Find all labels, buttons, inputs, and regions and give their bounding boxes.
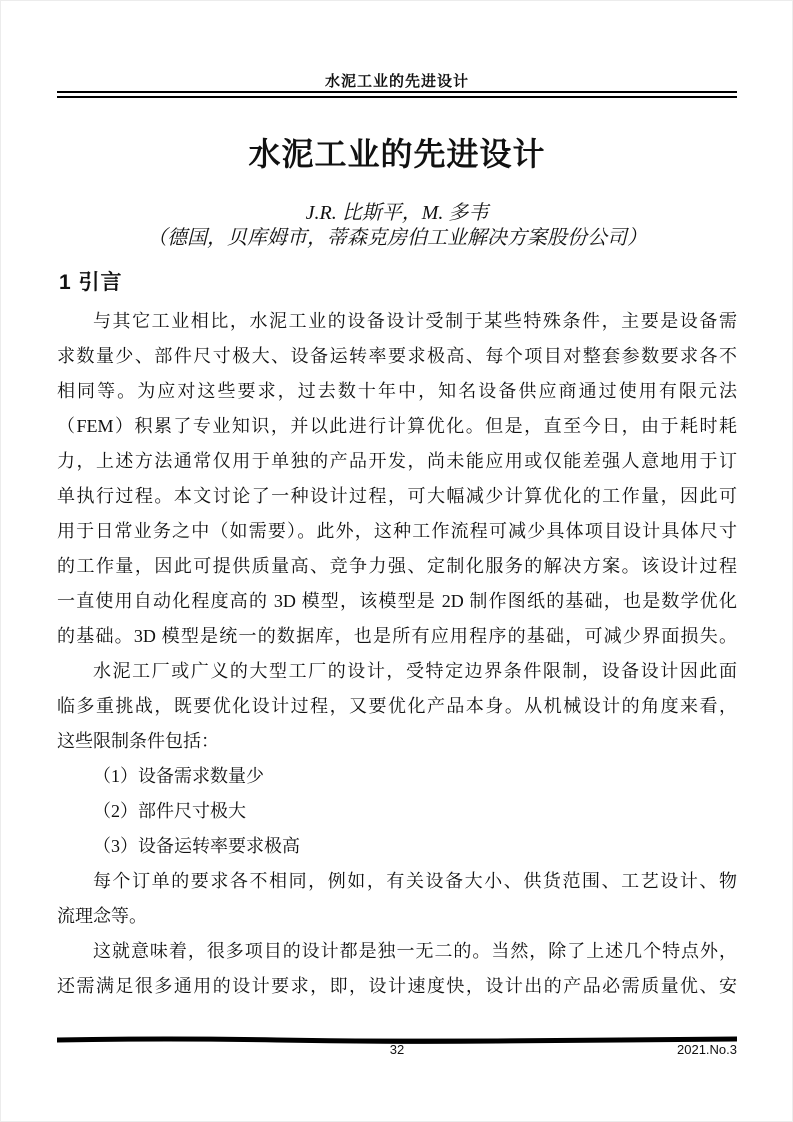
body-text-line: 相同等。为应对这些要求，过去数十年中，知名设备供应商通过使用有限元法 <box>57 381 737 401</box>
body-text-line: 的工作量，因此可提供质量高、竞争力强、定制化服务的解决方案。该设计过程 <box>57 556 737 576</box>
issue-number: 2021.No.3 <box>677 1042 737 1057</box>
header-double-rule <box>57 91 737 98</box>
body-text-line: 与其它工业相比，水泥工业的设备设计受制于某些特殊条件，主要是设备需 <box>93 311 737 331</box>
list-item-line: （2）部件尺寸极大 <box>93 801 246 821</box>
list-item-line: （1）设备需求数量少 <box>93 766 264 786</box>
section-heading: 1 引言 <box>59 271 123 294</box>
body-text-line: 力，上述方法通常仅用于单独的产品开发，尚未能应用或仅能差强人意地用于订 <box>57 451 737 471</box>
page-footer <box>57 1042 737 1060</box>
body-text-line: 的基础。3D 模型是统一的数据库，也是所有应用程序的基础，可减少界面损失。 <box>57 626 737 646</box>
body-text-line: 临多重挑战，既要优化设计过程，又要优化产品本身。从机械设计的角度来看， <box>57 696 737 716</box>
body-text-line: 单执行过程。本文讨论了一种设计过程，可大幅减少计算优化的工作量，因此可 <box>57 486 737 506</box>
list-item-line: （3）设备运转率要求极高 <box>93 836 300 856</box>
body-text-line: 水泥工厂或广义的大型工厂的设计，受特定边界条件限制，设备设计因此面 <box>93 661 737 681</box>
body-text-line: 用于日常业务之中（如需要）。此外，这种工作流程可减少具体项目设计具体尺寸 <box>57 521 737 541</box>
body-text-line: 求数量少、部件尺寸极大、设备运转率要求极高、每个项目对整套参数要求各不 <box>57 346 737 366</box>
byline-authors: J.R. 比斯平，M. 多韦 <box>305 202 489 224</box>
body-text-line: （FEM）积累了专业知识，并以此进行计算优化。但是，直至今日，由于耗时耗 <box>57 416 737 436</box>
body-text <box>57 304 737 1004</box>
body-text-line: 流理念等。 <box>57 906 147 926</box>
body-text-line: 这些限制条件包括： <box>57 731 219 751</box>
body-text-line: 一直使用自动化程度高的 3D 模型，该模型是 2D 制作图纸的基础，也是数学优化 <box>57 591 737 611</box>
running-header-title: 水泥工业的先进设计 <box>324 74 469 90</box>
body-text-line: 还需满足很多通用的设计要求，即，设计速度快，设计出的产品必需质量优、安 <box>57 976 737 996</box>
body-text-line: 这就意味着，很多项目的设计都是独一无二的。当然，除了上述几个特点外， <box>93 941 737 961</box>
body-text-line: 每个订单的要求各不相同，例如，有关设备大小、供货范围、工艺设计、物 <box>93 871 737 891</box>
page-number: 32 <box>389 1042 405 1057</box>
affiliation: （德国，贝库姆市，蒂森克房伯工业解决方案股份公司） <box>147 227 647 249</box>
article-title: 水泥工业的先进设计 <box>248 136 546 172</box>
